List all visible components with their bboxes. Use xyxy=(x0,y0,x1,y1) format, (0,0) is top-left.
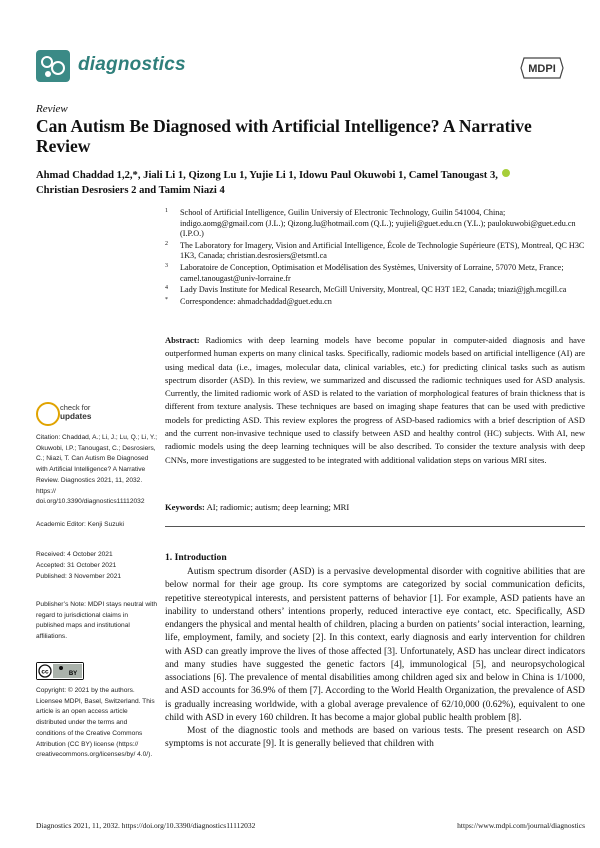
correspondence: * Correspondence: ahmadchaddad@guet.edu.cn xyxy=(165,296,332,306)
affiliation-item: 2 The Laboratory for Imagery, Vision and Artificial Intelligence, École de Technologie Supérieure (ETS), Montreal, QC H3C 1K3, Canada; christian.desrosiers@etsmtl.ca xyxy=(165,240,585,261)
paragraph: Autism spectrum disorder (ASD) is a pervasive developmental disorder with cognitive abilities that are below normal for their age group. Its core symptoms are categorized by social communication deficits, repetitive stereotypical interests, and persistent patterns of behavior [1]. For example, ASD patients have an inability to understand others’ intentions properly, reduced interactive eye contact, etc. Specifically, ASD endangers the physical and mental health of children, placing a burden on patients’ social interaction, learning, life, employment, family, and society [2]. In this context, early diagnosis and early intervention for children with ASD can greatly improve the lives of those affected [3]. Unfortunately, ASD has unclear direct indicators and many studies have suggested the genetic factors [4], immunological [5], and neuropsychological associations [6]. The prevalence of mental disabilities among children aged six and below in China is 1/1000, and ASD accounts for 36.9% of them [7]. According to the World Health Organization, the prevalence of ASD is gradually increasing worldwide, with a global average prevalence of 62/10,000 (0.62%), equivalent to one child with ASD in every 160 children. It has become a major global public health problem [8]. xyxy=(165,567,585,723)
article-type: Review xyxy=(36,103,68,115)
section-heading: 1. Introduction xyxy=(165,552,227,563)
published-date: Published: 3 November 2021 xyxy=(36,573,122,580)
author-list xyxy=(36,168,576,198)
academic-editor: Academic Editor: Kenji Suzuki xyxy=(36,521,124,528)
abstract xyxy=(165,334,585,467)
publisher-note: Publisher’s Note: MDPI stays neutral with regard to jurisdictional claims in published maps and institutional affiliations. xyxy=(36,601,158,641)
received-date: Received: 4 October 2021 xyxy=(36,551,113,558)
keywords xyxy=(165,502,585,512)
orcid-icon[interactable] xyxy=(502,169,510,177)
affiliation-item: 1 School of Artificial Intelligence, Guilin Universiy of Electronic Technology, Guilin 541004, China; indigo.aomg@gmail.com (J.L.); Qizong.lu@hotmail.com (Q.L.); yujieli@guet.edu.cn (Y.L.); paulokuwobi@guet.edu.cn (I.P.O.) xyxy=(165,208,576,239)
journal-logo-icon xyxy=(36,50,70,82)
affiliation-item: 3 Laboratoire de Conception, Optimisation et Modélisation des Systèmes, University of Lorraine, 57070 Metz, France; camel.tanougast@univ-lorraine.fr xyxy=(165,262,564,283)
svg-text:cc: cc xyxy=(41,668,49,676)
copyright: Copyright: © 2021 by the authors. Licensee MDPI, Basel, Switzerland. This article is an open access article distributed under the terms and conditions of the Creative Commons Attribution (CC BY) license (https:// creativecommons.org/licenses/by/ 4.0/). xyxy=(36,687,155,759)
accepted-date: Accepted: 31 October 2021 xyxy=(36,562,117,569)
abstract-label: Abstract: xyxy=(165,335,200,345)
footer-journal-url[interactable]: https://www.mdpi.com/journal/diagnostics xyxy=(457,821,585,830)
citation: Citation: Chaddad, A.; Li, J.; Lu, Q.; Li, Y.; Okuwobi, I.P.; Tanougast, C.; Desrosiers, C.; Niazi, T. Can Autism Be Diagnosed with Artificial Intelligence? A Narrative Review. Diagnostics 2021, 11, 2032. https:// doi.org/10.3390/diagnostics11112032 xyxy=(36,434,158,506)
keywords-text: AI; radiomic; autism; deep learning; MRI xyxy=(206,502,350,512)
mdpi-logo-icon xyxy=(520,57,564,79)
check-for-updates-button[interactable] xyxy=(36,402,126,428)
divider xyxy=(165,526,585,527)
affiliation-item: 4 Lady Davis Institute for Medical Research, McGill University, Montreal, QC H3T 1E2, Canada; tniazi@jgh.mcgill.ca xyxy=(165,285,567,295)
abstract-text: Radiomics with deep learning models have become popular in computer-aided diagnosis and have outperformed human experts on many clinical tasks. Specifically, radiomic models based on artificial intelligence (AI) are using medical data (i.e., images, molecular data, clinical variables, etc.) for predicting clinical tasks such as autism spectrum disorder (ASD). In this review, we summarized and discussed the radiomic techniques used for ASD analysis. Currently, the limited radiomic work of ASD is related to the variation of morphological features of brain thickness that is different from texture analysis. These techniques are based on imaging shape features that can be used with predictive models for predicting ASD. This review explores the progress of ASD-based radiomics with a brief description of ASD and the current non-invasive technique used to classify between ASD and healthy control (HC) subjects. With AI, new radiomic models using the deep learning techniques will be also described. To consider the texture analysis with deep CNNs, more investigations are suggested to be integrated with additional validation steps on various MRI sites. xyxy=(165,335,585,465)
introduction-body xyxy=(165,566,585,752)
cc-license-icon[interactable] xyxy=(36,662,84,680)
publisher-name: MDPI xyxy=(528,63,556,75)
paragraph: Most of the diagnostic tools and methods are based on various tests. The present research on ASD symptoms is not accurate [9]. It is generally believed that children with xyxy=(165,726,585,750)
article-title: Can Autism Be Diagnosed with Artificial Intelligence? A Narrative Review xyxy=(36,116,532,156)
check-line-1: check for xyxy=(60,403,91,412)
affiliations xyxy=(165,208,585,308)
journal-name: diagnostics xyxy=(78,54,186,75)
check-line-2: updates xyxy=(60,412,92,421)
check-updates-icon xyxy=(36,402,60,426)
svg-text:BY: BY xyxy=(68,671,78,677)
footer-citation: Diagnostics 2021, 11, 2032. https://doi.org/10.3390/diagnostics11112032 xyxy=(36,821,256,830)
keywords-label: Keywords: xyxy=(165,502,205,512)
authors-line-2: Christian Desrosiers 2 and Tamim Niazi 4 xyxy=(36,185,225,196)
authors-line-1: Ahmad Chaddad 1,2,*, Jiali Li 1, Qizong Lu 1, Yujie Li 1, Idowu Paul Okuwobi 1, Camel Tanougast 3, xyxy=(36,170,498,181)
